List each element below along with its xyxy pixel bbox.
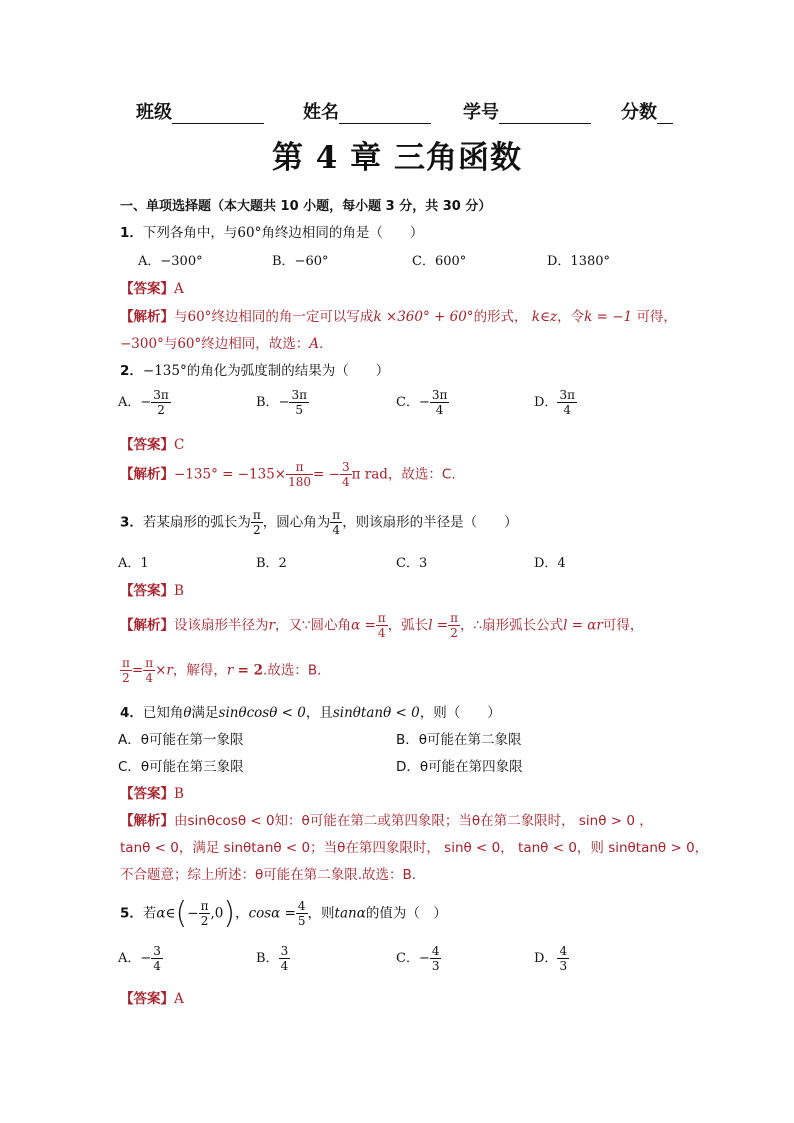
- analysis-line: 不合题意；综上所述：θ可能在第二象限.故选：B.: [120, 867, 417, 883]
- analysis-line: $\frac{\pi}{2}$ = $\frac{\pi}{4}$ ×r，解得，r = 2.故选：B.: [122, 656, 322, 685]
- fraction: $\frac{\pi}{4}$: [145, 656, 154, 685]
- name-field[interactable]: [303, 98, 431, 124]
- score-label: 分数: [621, 102, 657, 123]
- fraction: $\frac{4}{3}$: [559, 944, 568, 973]
- question-3: 3．若某扇形的弧长为 $\frac{\pi}{2}$ ，圆心角为 $\frac{\pi}{4}$ ，则该扇形的半径是（ ）: [120, 508, 518, 537]
- score-field[interactable]: [621, 98, 673, 124]
- answer-value: B: [174, 583, 184, 599]
- question-number: 5．: [120, 905, 143, 922]
- question-4: 4．已知角θ满足sinθcosθ < 0，且sinθtanθ < 0，则（ ）: [120, 705, 501, 721]
- fraction: $\frac{3}{4}$: [153, 944, 161, 973]
- fraction: $\frac{\pi}{2}$: [450, 611, 458, 640]
- fraction: $\frac{\pi}{2}$: [252, 508, 261, 537]
- option-b[interactable]: B． $\frac{3}{4}$: [256, 944, 289, 973]
- analysis-line: 【解析】−135° = −135× $\frac{\pi}{180}$ = − $\frac{3}{4}$ π rad，故选：C.: [120, 460, 456, 489]
- fraction: $\frac{\pi}{2}$: [200, 899, 209, 928]
- option-c[interactable]: C．− $\frac{4}{3}$: [396, 944, 440, 973]
- option-c[interactable]: C．600°: [412, 254, 467, 269]
- analysis-line: 【解析】设该扇形半径为r，又∵圆心角α = $\frac{\pi}{4}$ ，弧长l = $\frac{\pi}{2}$ ，∴扇形弧长公式l = αr可得，: [120, 611, 644, 640]
- option-a[interactable]: A．θ可能在第一象限: [118, 732, 244, 748]
- page-title: 第 4 章 三角函数: [272, 140, 522, 176]
- fraction: $\frac{4}{5}$: [297, 899, 306, 928]
- fraction: $\frac{3\pi}{5}$: [291, 388, 307, 417]
- analysis-line: 【解析】与60°终边相同的角一定可以写成k ×360° + 60°的形式， k∈z，令k = −1 可得，: [120, 309, 677, 325]
- fraction: $\frac{3}{4}$: [341, 460, 350, 489]
- option-d[interactable]: D．4: [534, 556, 566, 571]
- question-number: 1．: [120, 225, 143, 241]
- option-d[interactable]: D．1380°: [547, 254, 611, 269]
- class-blank[interactable]: [172, 103, 264, 124]
- answer-value: A: [174, 991, 184, 1007]
- answer-value: A: [174, 281, 184, 297]
- answer-line: 【答案】C: [120, 437, 185, 453]
- option-b[interactable]: B．− $\frac{3\pi}{5}$: [256, 388, 307, 417]
- section-heading: 一、单项选择题（本大题共 10 小题，每小题 3 分，共 30 分）: [120, 199, 492, 214]
- option-b[interactable]: B．θ可能在第二象限: [396, 732, 522, 748]
- option-b[interactable]: B．−60°: [272, 254, 329, 269]
- analysis-line: −300°与60°终边相同，故选：A.: [120, 336, 324, 352]
- answer-line: 【答案】B: [120, 583, 184, 599]
- option-d[interactable]: D．θ可能在第四象限: [396, 759, 523, 775]
- answer-value: C: [174, 437, 185, 453]
- option-d[interactable]: D． $\frac{3\pi}{4}$: [534, 388, 575, 417]
- question-2: 2．−135°的角化为弧度制的结果为（ ）: [120, 363, 390, 379]
- name-blank[interactable]: [339, 103, 431, 124]
- question-1: 1．下列各角中，与60°角终边相同的角是（ ）: [120, 225, 424, 241]
- fraction: $\frac{3\pi}{2}$: [153, 388, 169, 417]
- question-number: 2．: [120, 363, 143, 379]
- fraction: $\frac{\pi}{4}$: [332, 508, 341, 537]
- option-a[interactable]: A．− $\frac{3}{4}$: [118, 944, 161, 973]
- option-d[interactable]: D． $\frac{4}{3}$: [534, 944, 568, 973]
- fraction: $\frac{3\pi}{4}$: [559, 388, 575, 417]
- analysis-line: 【解析】由sinθcosθ < 0知：θ可能在第二或第四象限；当θ在第二象限时， sinθ > 0 ，: [120, 813, 653, 829]
- question-5: 5．若α∈(− $\frac{\pi}{2}$ ,0)，cosα = $\frac{4}{5}$ ，则tanα的值为（ ）: [120, 896, 447, 931]
- fraction: $\frac{4}{3}$: [431, 944, 440, 973]
- fraction: $\frac{3\pi}{4}$: [431, 388, 448, 417]
- option-c[interactable]: C．3: [396, 556, 428, 571]
- fraction: $\frac{\pi}{2}$: [122, 656, 130, 685]
- analysis-line: tanθ < 0，满足 sinθtanθ < 0；当θ在第四象限时， sinθ < 0， tanθ < 0，则 sinθtanθ > 0，: [120, 840, 709, 856]
- student-id-field[interactable]: [463, 98, 591, 124]
- answer-value: B: [174, 786, 184, 802]
- class-label: 班级: [136, 102, 172, 123]
- student-id-label: 学号: [463, 102, 499, 123]
- option-c[interactable]: C．− $\frac{3\pi}{4}$: [396, 388, 448, 417]
- option-a[interactable]: A．1: [118, 556, 149, 571]
- question-number: 4．: [120, 705, 143, 721]
- answer-line: 【答案】A: [120, 991, 184, 1007]
- class-field[interactable]: [136, 98, 264, 124]
- question-number: 3．: [120, 514, 143, 531]
- option-a[interactable]: A．−300°: [138, 254, 203, 269]
- student-id-blank[interactable]: [499, 103, 591, 124]
- option-c[interactable]: C．θ可能在第三象限: [118, 759, 244, 775]
- option-a[interactable]: A．− $\frac{3\pi}{2}$: [118, 388, 169, 417]
- answer-line: 【答案】A: [120, 281, 184, 297]
- fraction: $\frac{\pi}{180}$: [288, 460, 312, 489]
- fraction: $\frac{3}{4}$: [280, 944, 289, 973]
- answer-line: 【答案】B: [120, 786, 184, 802]
- score-blank[interactable]: [657, 103, 673, 124]
- fraction: $\frac{\pi}{4}$: [377, 611, 386, 640]
- option-b[interactable]: B．2: [256, 556, 287, 571]
- name-label: 姓名: [303, 102, 339, 123]
